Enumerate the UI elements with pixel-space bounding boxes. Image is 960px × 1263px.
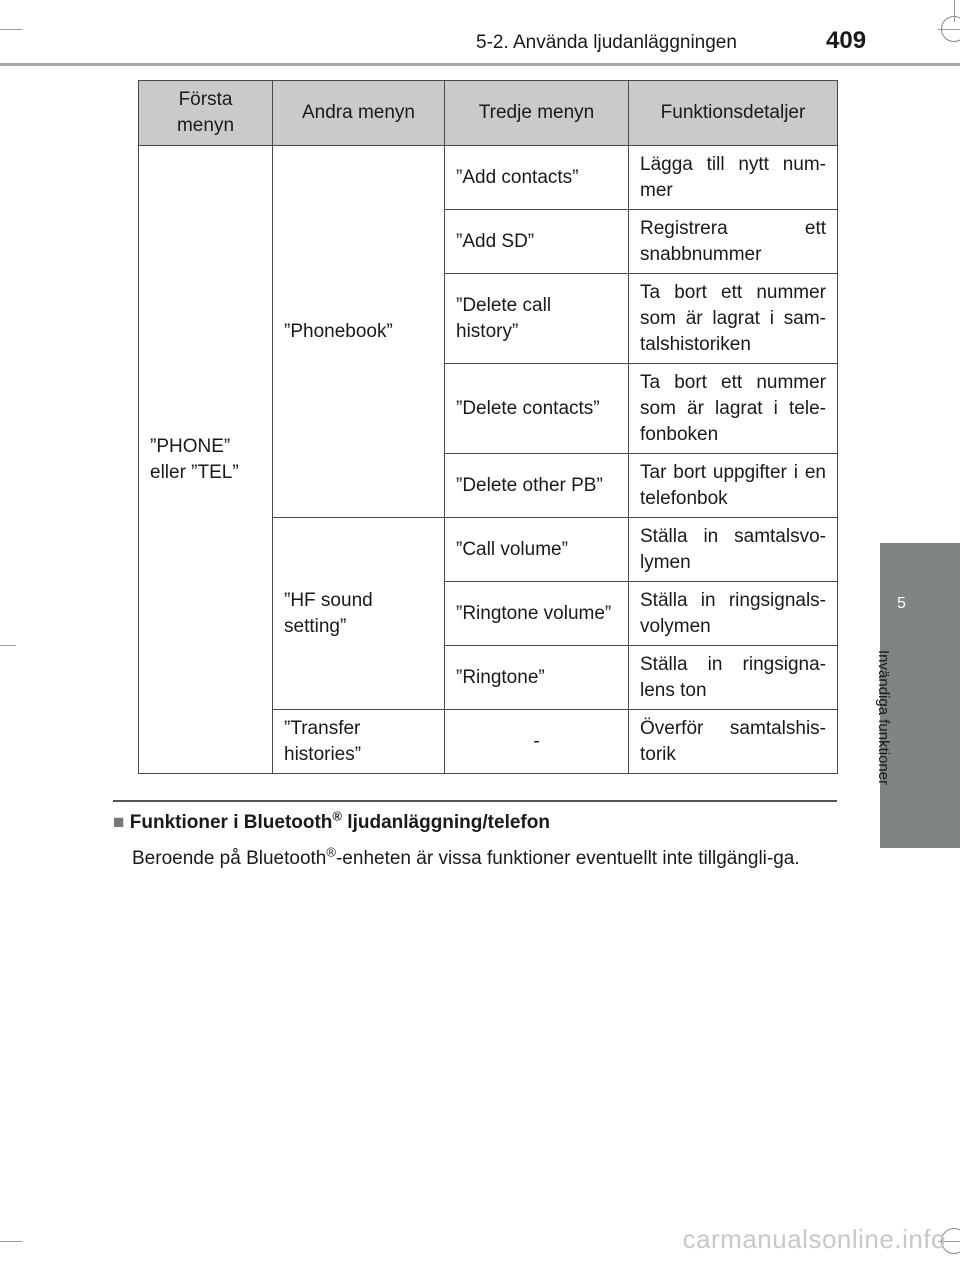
second-menu-cell: ”HF sound setting” bbox=[273, 518, 445, 710]
detail-cell: Registrera ett snabbnummer bbox=[629, 210, 838, 274]
first-menu-cell: ”PHONE” eller ”TEL” bbox=[139, 146, 273, 774]
column-header: Funktionsdetaljer bbox=[629, 81, 838, 146]
third-menu-cell: ”Delete other PB” bbox=[445, 454, 629, 518]
column-header: Andra menyn bbox=[273, 81, 445, 146]
detail-cell: Ställa in samtalsvo-lymen bbox=[629, 518, 838, 582]
detail-cell: Ta bort ett nummer som är lagrat i sam-talshistoriken bbox=[629, 274, 838, 364]
third-menu-cell: ”Call volume” bbox=[445, 518, 629, 582]
chapter-tab bbox=[880, 543, 960, 848]
third-menu-cell: ”Delete call history” bbox=[445, 274, 629, 364]
section-body bbox=[132, 844, 828, 873]
detail-cell: Ställa in ringsigna-lens ton bbox=[629, 646, 838, 710]
detail-cell: Överför samtalshis-torik bbox=[629, 710, 838, 774]
registered-mark: ® bbox=[332, 808, 343, 824]
heading-text: Funktioner i Bluetooth bbox=[129, 812, 333, 833]
section-heading bbox=[113, 808, 550, 834]
third-menu-cell: ”Add SD” bbox=[445, 210, 629, 274]
crop-mark bbox=[0, 29, 22, 30]
detail-cell: Ta bort ett nummer som är lagrat i tele-fonboken bbox=[629, 364, 838, 454]
column-header: Första menyn bbox=[139, 81, 273, 146]
second-menu-cell: ”Phonebook” bbox=[273, 146, 445, 518]
crop-mark bbox=[0, 645, 16, 646]
body-text-suffix: -enheten är vissa funktioner eventuellt inte tillgängli-ga. bbox=[335, 848, 800, 869]
detail-cell: Tar bort uppgifter i en telefonbok bbox=[629, 454, 838, 518]
table-row bbox=[139, 146, 838, 210]
column-header: Tredje menyn bbox=[445, 81, 629, 146]
body-text: Beroende på Bluetooth bbox=[132, 848, 327, 869]
registered-mark: ® bbox=[326, 844, 336, 860]
header-rule bbox=[0, 63, 960, 66]
third-menu-cell: ”Ringtone” bbox=[445, 646, 629, 710]
third-menu-cell: ”Delete contacts” bbox=[445, 364, 629, 454]
page-number: 409 bbox=[826, 27, 867, 54]
third-menu-cell: - bbox=[445, 710, 629, 774]
menu-table bbox=[138, 80, 838, 774]
third-menu-cell: ”Ringtone volume” bbox=[445, 582, 629, 646]
second-menu-cell: ”Transfer histories” bbox=[273, 710, 445, 774]
third-menu-cell: ”Add contacts” bbox=[445, 146, 629, 210]
chapter-title: Invändiga funktioner bbox=[875, 650, 892, 786]
watermark: carmanualsonline.info bbox=[682, 1224, 946, 1254]
registration-mark-icon bbox=[941, 16, 960, 42]
detail-cell: Lägga till nytt num-mer bbox=[629, 146, 838, 210]
detail-cell: Ställa in ringsignals-volymen bbox=[629, 582, 838, 646]
table-header-row bbox=[139, 81, 838, 146]
bullet-icon: ■ bbox=[113, 812, 125, 833]
chapter-number: 5 bbox=[897, 595, 906, 612]
section-title: 5-2. Använda ljudanläggningen bbox=[476, 32, 737, 53]
heading-text-suffix: ljudanläggning/telefon bbox=[342, 812, 550, 833]
crop-mark bbox=[0, 1241, 22, 1242]
section-divider bbox=[113, 800, 837, 802]
